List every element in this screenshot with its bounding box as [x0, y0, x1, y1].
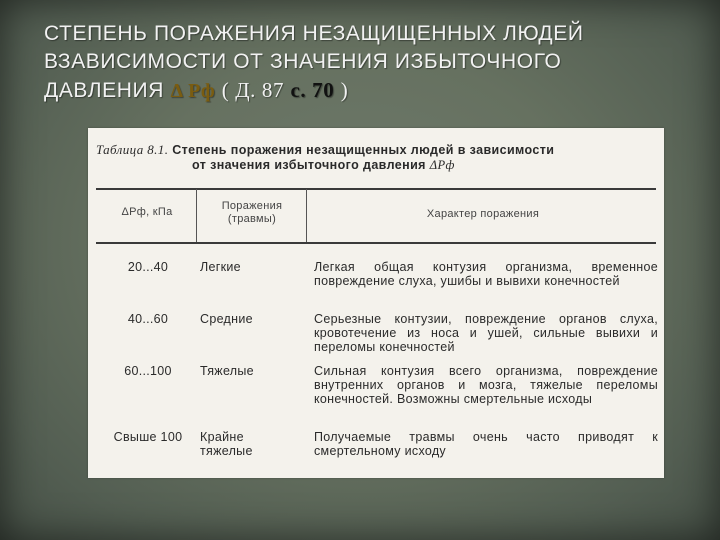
source-close: ) — [340, 78, 349, 102]
row-4-severity: Крайне тяжелые — [200, 430, 253, 458]
row-2-description: Серьезные контузии, повреждение органов слуха, кровотечение из носа и ушей, сильные вывихи и переломы конечностей — [314, 312, 658, 354]
header-pressure: ΔPф, кПа — [121, 206, 173, 218]
row-3-severity: Тяжелые — [200, 364, 254, 378]
header-divider-2 — [306, 189, 307, 242]
table-top-rule — [96, 188, 656, 190]
row-1-severity: Легкие — [200, 260, 241, 274]
table-caption-line-1: Степень поражения незащищенных людей в зависимости — [172, 143, 555, 157]
row-4-range: Свыше 100 — [113, 430, 183, 444]
row-3-range: 60...100 — [124, 364, 172, 378]
row-1-description: Легкая общая контузия организма, временное повреждение слуха, ушибы и вывихи конечностей — [314, 260, 658, 288]
table-number: Таблица 8.1. — [96, 142, 169, 157]
table-caption-line-2: от значения избыточного давления — [192, 158, 426, 172]
slide-title-line-1: СТЕПЕНЬ ПОРАЖЕНИЯ НЕЗАЩИЩЕННЫХ ЛЮДЕЙ — [44, 22, 584, 45]
slide-title — [44, 20, 684, 105]
pressure-symbol: Δ Рф — [170, 80, 216, 102]
slide-title-line-2: ВЗАВИСИМОСТИ ОТ ЗНАЧЕНИЯ ИЗБЫТОЧНОГО — [44, 50, 562, 73]
row-4-description: Получаемые травмы очень часто приводят к смертельному исходу — [314, 430, 658, 458]
slide-title-line-3-text: ДАВЛЕНИЯ — [44, 79, 165, 102]
table-caption — [96, 142, 656, 173]
row-2-range: 40...60 — [127, 312, 169, 326]
source-page: с. 70 — [290, 78, 335, 102]
slide-title-line-3 — [44, 76, 684, 105]
header-nature: Характер поражения — [426, 208, 540, 220]
header-injury: Поражения (травмы) — [221, 200, 283, 225]
source-reference: ( Д. 87 — [221, 78, 285, 102]
table-header-rule — [96, 242, 656, 244]
row-2-severity: Средние — [200, 312, 253, 326]
scanned-table-image — [88, 128, 664, 478]
table-caption-symbol: ΔPф — [429, 158, 455, 172]
row-3-description: Сильная контузия всего организма, повреждение внутренних органов и мозга, тяжелые переломы конечностей. Возможны смертельные исходы — [314, 364, 658, 406]
row-1-range: 20...40 — [127, 260, 169, 274]
header-divider-1 — [196, 189, 197, 242]
